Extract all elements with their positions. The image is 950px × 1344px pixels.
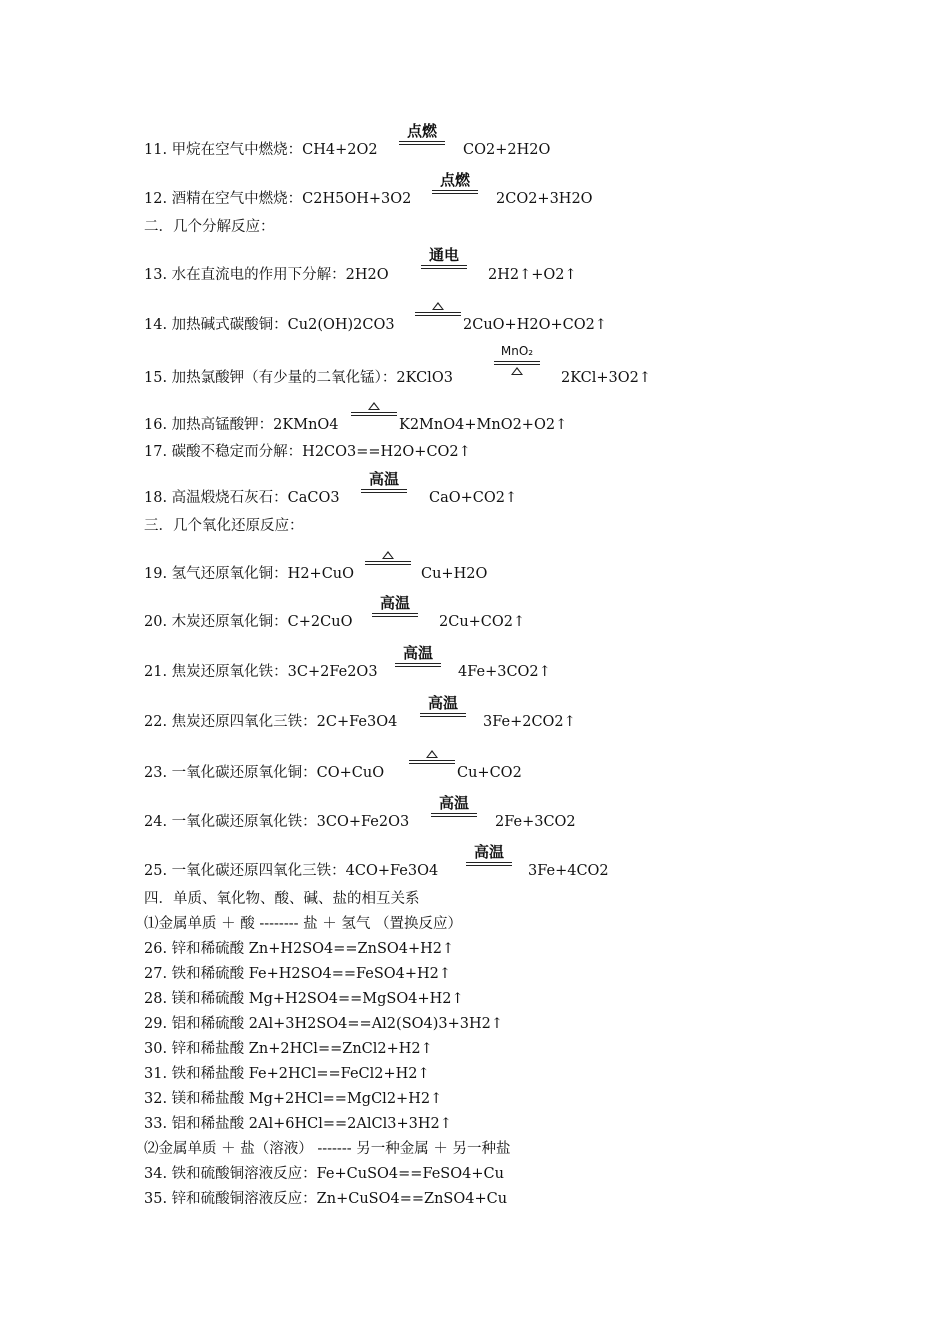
reactants: 21. 焦炭还原氧化铁：3C+2Fe2O3 [144, 664, 378, 680]
reaction-condition [349, 402, 399, 416]
condition-label: 高温 [379, 594, 410, 612]
equation-line: 35. 锌和硫酸铜溶液反应：Zn+CuSO4==ZnSO4+Cu [144, 1191, 508, 1207]
equation-line [144, 563, 354, 585]
equation-line: 27. 铁和稀硫酸 Fe+H2SO4==FeSO4+H2↑ [144, 966, 452, 982]
equation-line [144, 711, 397, 733]
equation-line: 33. 铝和稀盐酸 2Al+6HCl==2AlCl3+3H2↑ [144, 1116, 452, 1132]
equation-line [144, 314, 395, 336]
reactants: 12. 酒精在空气中燃烧：C2H5OH+3O2 [144, 191, 412, 207]
reactants: 25. 一氧化碳还原四氧化三铁：4CO+Fe3O4 [144, 863, 439, 879]
heat-triangle-icon [368, 402, 380, 410]
condition-label: 通电 [428, 246, 459, 264]
reactants: 11. 甲烷在空气中燃烧：CH4+2O2 [144, 142, 378, 158]
equation-line [144, 139, 378, 161]
equation-line [144, 811, 409, 833]
equation-line: 34. 铁和硫酸铜溶液反应：Fe+CuSO4==FeSO4+Cu [144, 1166, 504, 1182]
reaction-condition [370, 595, 420, 617]
heat-triangle-icon [382, 551, 394, 559]
heat-triangle-icon [426, 750, 438, 758]
products: CO2+2H2O [463, 142, 551, 158]
heat-triangle-icon [511, 367, 523, 375]
catalyst-label: MnO₂ [500, 344, 534, 358]
condition-label: 高温 [427, 694, 458, 712]
products: 2KCl+3O2↑ [561, 370, 652, 386]
reaction-condition [413, 302, 463, 316]
products: CaO+CO2↑ [429, 490, 518, 506]
products: 2CuO+H2O+CO2↑ [463, 317, 607, 333]
reaction-condition [359, 471, 409, 493]
equation-line: 30. 锌和稀盐酸 Zn+2HCl==ZnCl2+H2↑ [144, 1041, 433, 1057]
equation-line: 28. 镁和稀硫酸 Mg+H2SO4==MgSO4+H2↑ [144, 991, 464, 1007]
products: 2Cu+CO2↑ [439, 614, 526, 630]
reactants: 15. 加热氯酸钾（有少量的二氧化锰）：2KClO3 [144, 370, 453, 386]
equation-line [144, 188, 411, 210]
reactants: 22. 焦炭还原四氧化三铁：2C+Fe3O4 [144, 714, 398, 730]
products: Cu+CO2 [457, 765, 522, 781]
products: 2Fe+3CO2 [495, 814, 576, 830]
products: 2H2↑+O2↑ [488, 267, 577, 283]
equation-line: 31. 铁和稀盐酸 Fe+2HCl==FeCl2+H2↑ [144, 1066, 430, 1082]
reactants: 16. 加热高锰酸钾：2KMnO4 [144, 417, 339, 433]
equation-line: 32. 镁和稀盐酸 Mg+2HCl==MgCl2+H2↑ [144, 1091, 443, 1107]
equation-line: 17. 碳酸不稳定而分解：H2CO3==H2O+CO2↑ [144, 444, 471, 460]
section-heading: 四．单质、氧化物、酸、碱、盐的相互关系 [144, 891, 420, 907]
equation-line: 29. 铝和稀硫酸 2Al+3H2SO4==Al2(SO4)3+3H2↑ [144, 1016, 504, 1032]
reactants: 23. 一氧化碳还原氧化铜：CO+CuO [144, 765, 385, 781]
equation-line [144, 762, 384, 784]
reaction-condition [393, 645, 443, 667]
reaction-condition [430, 172, 480, 194]
condition-label: 点燃 [406, 122, 437, 140]
equation-line [144, 414, 339, 436]
section-heading: 二．几个分解反应： [144, 219, 275, 235]
reactants: 18. 高温煅烧石灰石：CaCO3 [144, 490, 340, 506]
reaction-condition [464, 844, 514, 866]
equation-line [144, 611, 352, 633]
condition-label: 高温 [438, 794, 469, 812]
products: 2CO2+3H2O [496, 191, 593, 207]
reactants: 13. 水在直流电的作用下分解：2H2O [144, 267, 389, 283]
reaction-condition [407, 750, 457, 764]
reactants: 24. 一氧化碳还原氧化铁：3CO+Fe2O3 [144, 814, 410, 830]
equation-line [144, 264, 389, 286]
reaction-condition [363, 551, 413, 565]
condition-label: 点燃 [439, 171, 470, 189]
section-heading: 三．几个氧化还原反应： [144, 518, 304, 534]
equation-line [144, 487, 340, 509]
reaction-condition [397, 123, 447, 145]
equation-line [144, 661, 378, 683]
heat-triangle-icon [432, 302, 444, 310]
subsection-heading: ⑴金属单质 ＋ 酸 -------- 盐 ＋ 氢气 （置换反应） [144, 916, 462, 932]
equation-line [144, 367, 453, 389]
condition-label: 高温 [473, 843, 504, 861]
subsection-heading: ⑵金属单质 ＋ 盐（溶液） ------- 另一种金属 ＋ 另一种盐 [144, 1141, 511, 1157]
equation-line: 26. 锌和稀硫酸 Zn+H2SO4==ZnSO4+H2↑ [144, 941, 455, 957]
reaction-condition [492, 343, 542, 375]
products: 4Fe+3CO2↑ [458, 664, 551, 680]
condition-label: 高温 [402, 644, 433, 662]
reactants: 20. 木炭还原氧化铜：C+2CuO [144, 614, 353, 630]
reaction-condition [429, 795, 479, 817]
reaction-condition [419, 247, 469, 269]
condition-label: 高温 [368, 470, 399, 488]
reactants: 19. 氢气还原氧化铜：H2+CuO [144, 566, 355, 582]
reaction-condition [418, 695, 468, 717]
products: Cu+H2O [421, 566, 488, 582]
products: 3Fe+2CO2↑ [483, 714, 576, 730]
reactants: 14. 加热碱式碳酸铜：Cu2(OH)2CO3 [144, 317, 395, 333]
products: 3Fe+4CO2 [528, 863, 609, 879]
products: K2MnO4+MnO2+O2↑ [399, 417, 568, 433]
equation-line [144, 860, 438, 882]
